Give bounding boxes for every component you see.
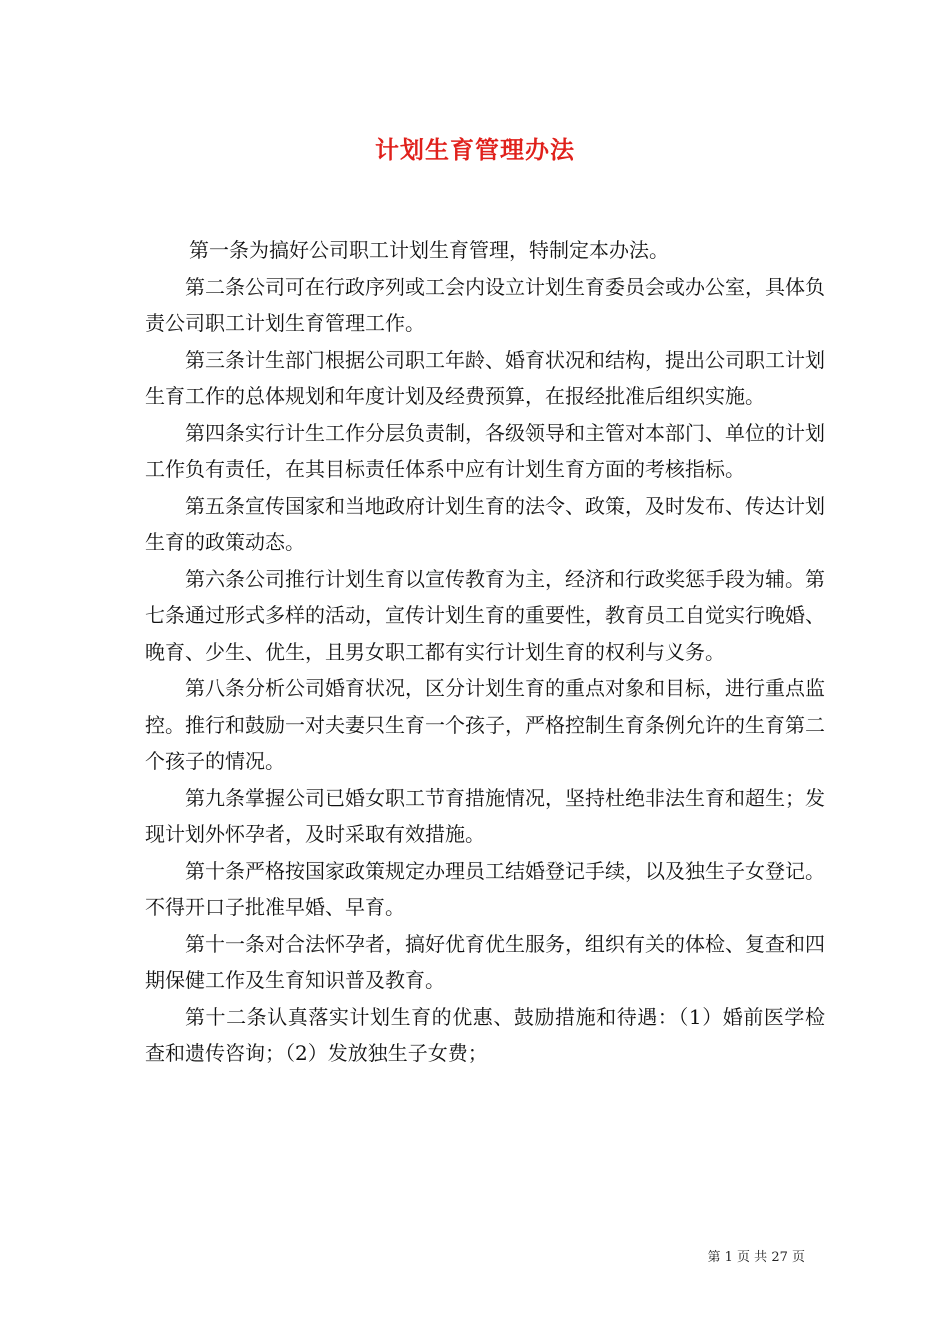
- article-5: 第五条宣传国家和当地政府计划生育的法令、政策，及时发布、传达计划生育的政策动态。: [145, 493, 825, 554]
- article-12: 第十二条认真落实计划生育的优惠、鼓励措施和待遇：（1）婚前医学检查和遗传咨询；（2）发放独生子女费；: [145, 1004, 825, 1065]
- article-1: 第一条为搞好公司职工计划生育管理，特制定本办法。: [189, 238, 669, 262]
- page-number: 第 1 页 共 27 页: [707, 1250, 805, 1265]
- article-2: 第二条公司可在行政序列或工会内设立计划生育委员会或办公室，具体负责公司职工计划生育管理工作。: [145, 274, 825, 335]
- article-3: 第三条计生部门根据公司职工年龄、婚育状况和结构，提出公司职工计划生育工作的总体规划和年度计划及经费预算，在报经批准后组织实施。: [145, 347, 825, 408]
- document-title: 计划生育管理办法: [375, 135, 575, 164]
- article-4: 第四条实行计生工作分层负责制，各级领导和主管对本部门、单位的计划工作负有责任，在其目标责任体系中应有计划生育方面的考核指标。: [145, 420, 825, 481]
- document-body: [145, 232, 825, 1072]
- article-10: 第十条严格按国家政策规定办理员工结婚登记手续，以及独生子女登记。不得开口子批准早婚、早育。: [145, 858, 825, 919]
- article-9: 第九条掌握公司已婚女职工节育措施情况，坚持杜绝非法生育和超生；发现计划外怀孕者，及时采取有效措施。: [145, 785, 825, 846]
- article-11: 第十一条对合法怀孕者，搞好优育优生服务，组织有关的体检、复查和四期保健工作及生育知识普及教育。: [145, 931, 825, 992]
- article-8: 第八条分析公司婚育状况，区分计划生育的重点对象和目标，进行重点监控。推行和鼓励一对夫妻只生育一个孩子，严格控制生育条例允许的生育第二个孩子的情况。: [145, 676, 825, 773]
- article-6-7: 第六条公司推行计划生育以宣传教育为主，经济和行政奖惩手段为辅。第七条通过形式多样的活动，宣传计划生育的重要性，教育员工自觉实行晚婚、晚育、少生、优生，且男女职工都有实行计划生育的权利与义务。: [145, 566, 825, 664]
